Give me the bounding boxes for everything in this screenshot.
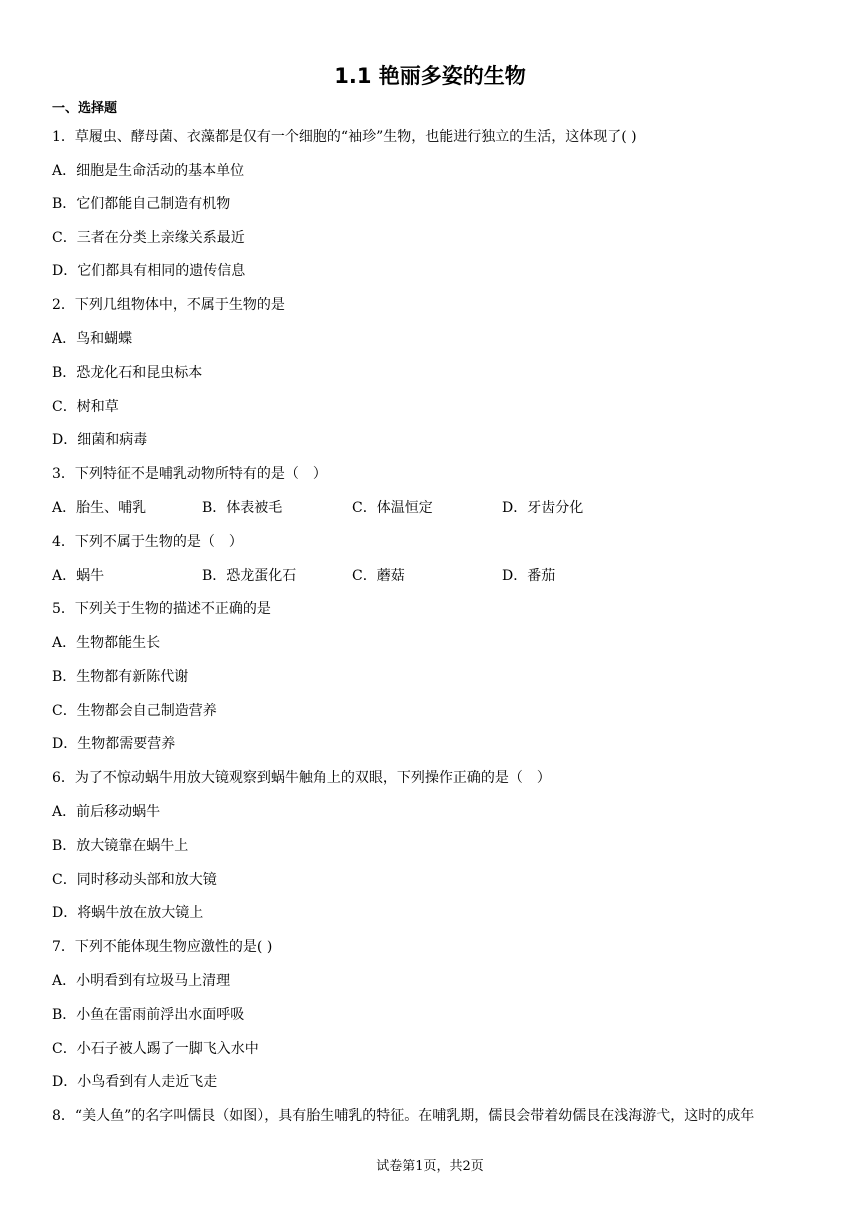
question-4-option-d: D．番茄	[502, 568, 556, 584]
question-3-option-a: A．胎生、哺乳	[52, 500, 147, 516]
question-3-option-b: B．体表被毛	[202, 500, 283, 516]
question-6-option-b: B．放大镜靠在蜗牛上	[52, 838, 189, 854]
question-7-option-c: C．小石子被人踢了一脚飞入水中	[52, 1041, 259, 1057]
question-2-option-d: D．细菌和病毒	[52, 432, 148, 448]
question-3-option-d: D．牙齿分化	[502, 500, 584, 516]
question-6-option-c: C．同时移动头部和放大镜	[52, 872, 217, 888]
question-2-option-b: B．恐龙化石和昆虫标本	[52, 365, 203, 381]
question-7-option-d: D．小鸟看到有人走近飞走	[52, 1074, 218, 1090]
question-8-stem: 8．“美人鱼”的名字叫儒艮（如图），具有胎生哺乳的特征。在哺乳期，儒艮会带着幼儒艮在浅海游弋，这时的成年	[52, 1108, 755, 1124]
question-5-option-c: C．生物都会自己制造营养	[52, 703, 217, 719]
question-3-option-c: C．体温恒定	[352, 500, 433, 516]
question-1-option-a: A．细胞是生命活动的基本单位	[52, 163, 245, 179]
question-3-stem: 3．下列特征不是哺乳动物所特有的是（ ）	[52, 466, 327, 482]
question-1-option-b: B．它们都能自己制造有机物	[52, 196, 231, 212]
question-4-option-b: B．恐龙蛋化石	[202, 568, 297, 584]
question-4-option-a: A．蜗牛	[52, 568, 105, 584]
question-6-option-d: D．将蜗牛放在放大镜上	[52, 905, 204, 921]
question-5-stem: 5．下列关于生物的描述不正确的是	[52, 601, 271, 617]
question-4-options	[52, 566, 672, 586]
question-4-stem: 4．下列不属于生物的是（ ）	[52, 534, 243, 550]
question-5-option-d: D．生物都需要营养	[52, 736, 176, 752]
section-heading: 一、选择题	[52, 101, 118, 116]
question-1-stem: 1．草履虫、酵母菌、衣藻都是仅有一个细胞的“袖珍”生物，也能进行独立的生活，这体现了( )	[52, 129, 637, 145]
question-3-options	[52, 498, 672, 518]
question-6-stem: 6．为了不惊动蜗牛用放大镜观察到蜗牛触角上的双眼，下列操作正确的是（ ）	[52, 770, 551, 786]
question-5-option-b: B．生物都有新陈代谢	[52, 669, 189, 685]
question-5-option-a: A．生物都能生长	[52, 635, 161, 651]
question-4-option-c: C．蘑菇	[352, 568, 405, 584]
question-2-stem: 2．下列几组物体中，不属于生物的是	[52, 297, 285, 313]
page-footer: 试卷第1页，共2页	[376, 1159, 484, 1174]
question-7-option-b: B．小鱼在雷雨前浮出水面呼吸	[52, 1007, 245, 1023]
question-2-option-c: C．树和草	[52, 399, 119, 415]
question-6-option-a: A．前后移动蜗牛	[52, 804, 161, 820]
question-7-option-a: A．小明看到有垃圾马上清理	[52, 973, 231, 989]
question-1-option-d: D．它们都具有相同的遗传信息	[52, 263, 246, 279]
question-7-stem: 7．下列不能体现生物应激性的是( )	[52, 939, 273, 955]
page-title: 1.1 艳丽多姿的生物	[334, 64, 526, 88]
question-1-option-c: C．三者在分类上亲缘关系最近	[52, 230, 245, 246]
question-2-option-a: A．鸟和蝴蝶	[52, 331, 133, 347]
